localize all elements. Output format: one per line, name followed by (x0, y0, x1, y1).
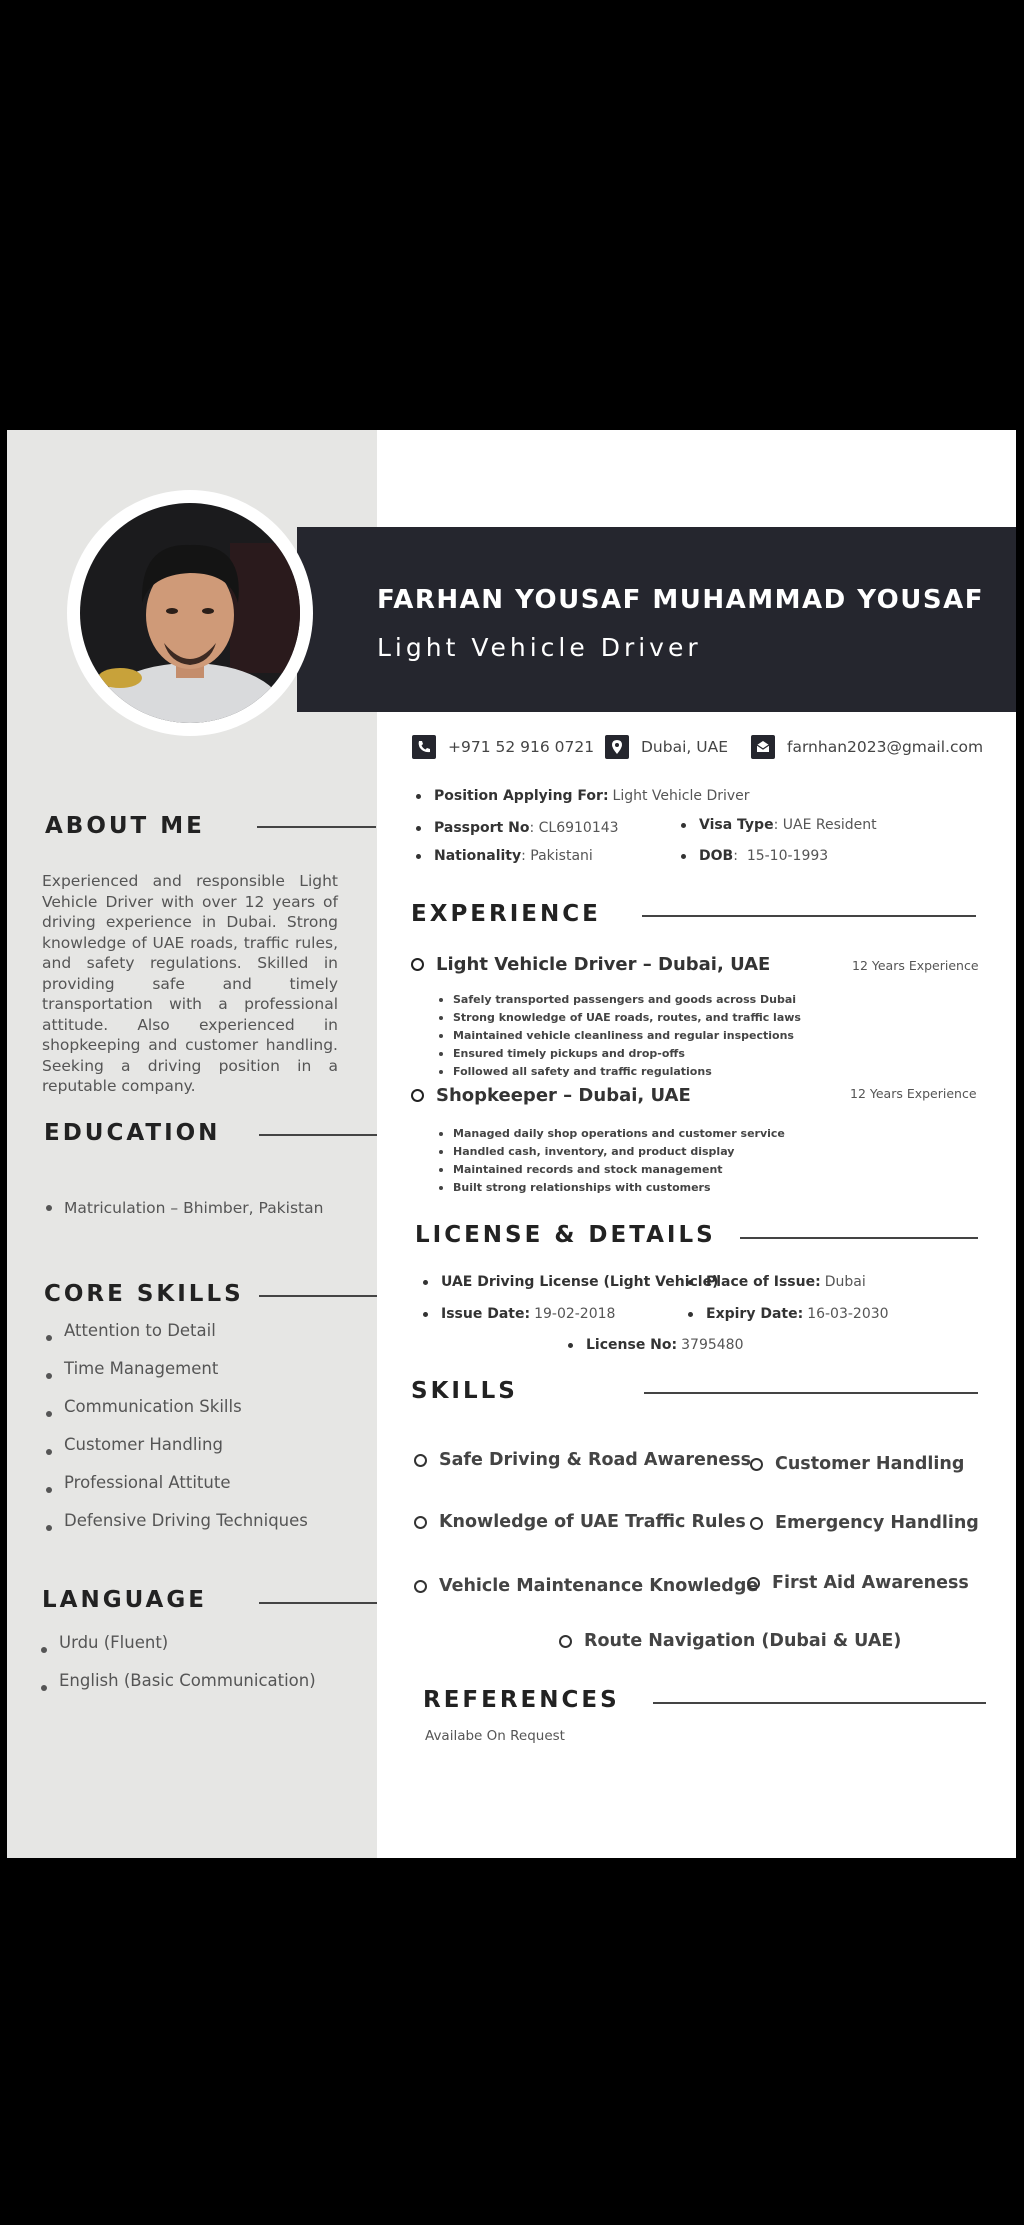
skills-heading: SKILLS (411, 1378, 518, 1404)
job-duty: Managed daily shop operations and customer service (435, 1125, 785, 1143)
job-duties (435, 1125, 785, 1197)
location-pin-icon (605, 735, 629, 759)
resume-page (7, 430, 1016, 1858)
job-title: Shopkeeper – Dubai, UAE (411, 1085, 691, 1106)
ring-bullet-icon (747, 1577, 760, 1590)
about-text: Experienced and responsible Light Vehicle Driver with over 12 years of driving experience in Dubai. Strong knowledge of UAE roads, traffic rules, and safety regulations. Skilled in providing safe and timely transportation with a professional attitude. Also experienced in shopkeeping and customer handling. Seeking a driving position in a reputable company. (42, 872, 338, 1095)
core-skill-item: Communication Skills (42, 1395, 308, 1433)
job-duty: Safely transported passengers and goods across Dubai (435, 991, 801, 1009)
references-heading: REFERENCES (423, 1687, 620, 1713)
license-heading: LICENSE & DETAILS (415, 1222, 716, 1248)
education-heading: EDUCATION (44, 1120, 221, 1146)
license-issue-date: Issue Date: 19-02-2018 (423, 1306, 615, 1322)
job-title: Light Vehicle Driver – Dubai, UAE (411, 954, 770, 975)
ring-bullet-icon (414, 1454, 427, 1467)
passport-number: Passport No : CL6910143 (416, 820, 619, 836)
experience-heading: EXPERIENCE (411, 901, 601, 927)
education-divider (259, 1134, 377, 1136)
contact-location (605, 734, 728, 760)
about-heading: ABOUT ME (45, 813, 205, 839)
references-text: Availabe On Request (425, 1728, 565, 1744)
references-divider (653, 1702, 986, 1704)
ring-bullet-icon (414, 1516, 427, 1529)
language-divider (259, 1602, 377, 1604)
profile-photo-image (80, 503, 300, 723)
location-text: Dubai, UAE (641, 738, 728, 756)
position-applying: Position Applying For: Light Vehicle Driver (416, 788, 750, 804)
skill-item: Knowledge of UAE Traffic Rules (414, 1512, 746, 1532)
job-duties (435, 991, 801, 1081)
skill-item: Vehicle Maintenance Knowledge (414, 1576, 758, 1596)
contact-phone[interactable] (412, 734, 594, 760)
contact-email[interactable] (751, 734, 983, 760)
license-number: License No: 3795480 (568, 1337, 743, 1353)
ring-bullet-icon (411, 1089, 424, 1102)
skill-item: Customer Handling (750, 1454, 964, 1474)
date-of-birth: DOB : 15-10-1993 (681, 848, 828, 864)
nationality: Nationality : Pakistani (416, 848, 593, 864)
core-skill-item: Attention to Detail (42, 1319, 308, 1357)
job-duty: Handled cash, inventory, and product display (435, 1143, 785, 1161)
core-skill-item: Defensive Driving Techniques (42, 1509, 308, 1547)
header-banner (297, 527, 1016, 712)
skills-divider (644, 1392, 978, 1394)
education-list (42, 1199, 323, 1217)
candidate-title: Light Vehicle Driver (377, 633, 702, 662)
ring-bullet-icon (414, 1580, 427, 1593)
ring-bullet-icon (750, 1458, 763, 1471)
license-type: UAE Driving License (Light Vehicle) (423, 1274, 723, 1290)
language-item: Urdu (Fluent) (37, 1631, 316, 1669)
candidate-name: FARHAN YOUSAF MUHAMMAD YOUSAF (377, 585, 984, 615)
ring-bullet-icon (750, 1517, 763, 1530)
profile-photo (67, 490, 313, 736)
core-skill-item: Time Management (42, 1357, 308, 1395)
job-duty: Maintained records and stock management (435, 1161, 785, 1179)
skill-item: Route Navigation (Dubai & UAE) (559, 1631, 901, 1651)
visa-type: Visa Type : UAE Resident (681, 817, 877, 833)
phone-text: +971 52 916 0721 (448, 738, 595, 756)
skill-item: First Aid Awareness (747, 1573, 969, 1593)
about-divider (257, 826, 376, 828)
job-duty: Maintained vehicle cleanliness and regular inspections (435, 1027, 801, 1045)
language-item: English (Basic Communication) (37, 1669, 316, 1707)
core-skills-list (42, 1319, 308, 1547)
ring-bullet-icon (559, 1635, 572, 1648)
license-divider (740, 1237, 978, 1239)
language-heading: LANGUAGE (42, 1587, 207, 1613)
core-skill-item: Professional Attitute (42, 1471, 308, 1509)
job-duration: 12 Years Experience (850, 1086, 977, 1101)
skill-item: Safe Driving & Road Awareness (414, 1450, 751, 1470)
language-list (37, 1631, 316, 1707)
education-item: Matriculation – Bhimber, Pakistan (42, 1199, 323, 1217)
job-duty: Ensured timely pickups and drop-offs (435, 1045, 801, 1063)
core-skills-heading: CORE SKILLS (44, 1281, 244, 1307)
license-place-of-issue: Place of Issue: Dubai (688, 1274, 866, 1290)
envelope-icon (751, 735, 775, 759)
experience-divider (642, 915, 976, 917)
license-expiry-date: Expiry Date: 16-03-2030 (688, 1306, 889, 1322)
phone-icon (412, 735, 436, 759)
job-duty: Strong knowledge of UAE roads, routes, and traffic laws (435, 1009, 801, 1027)
job-duty: Followed all safety and traffic regulations (435, 1063, 801, 1081)
ring-bullet-icon (411, 958, 424, 971)
job-duty: Built strong relationships with customers (435, 1179, 785, 1197)
skill-item: Emergency Handling (750, 1513, 979, 1533)
job-duration: 12 Years Experience (852, 958, 979, 973)
email-text: farnhan2023@gmail.com (787, 738, 984, 756)
core-skill-item: Customer Handling (42, 1433, 308, 1471)
core-skills-divider (259, 1295, 377, 1297)
